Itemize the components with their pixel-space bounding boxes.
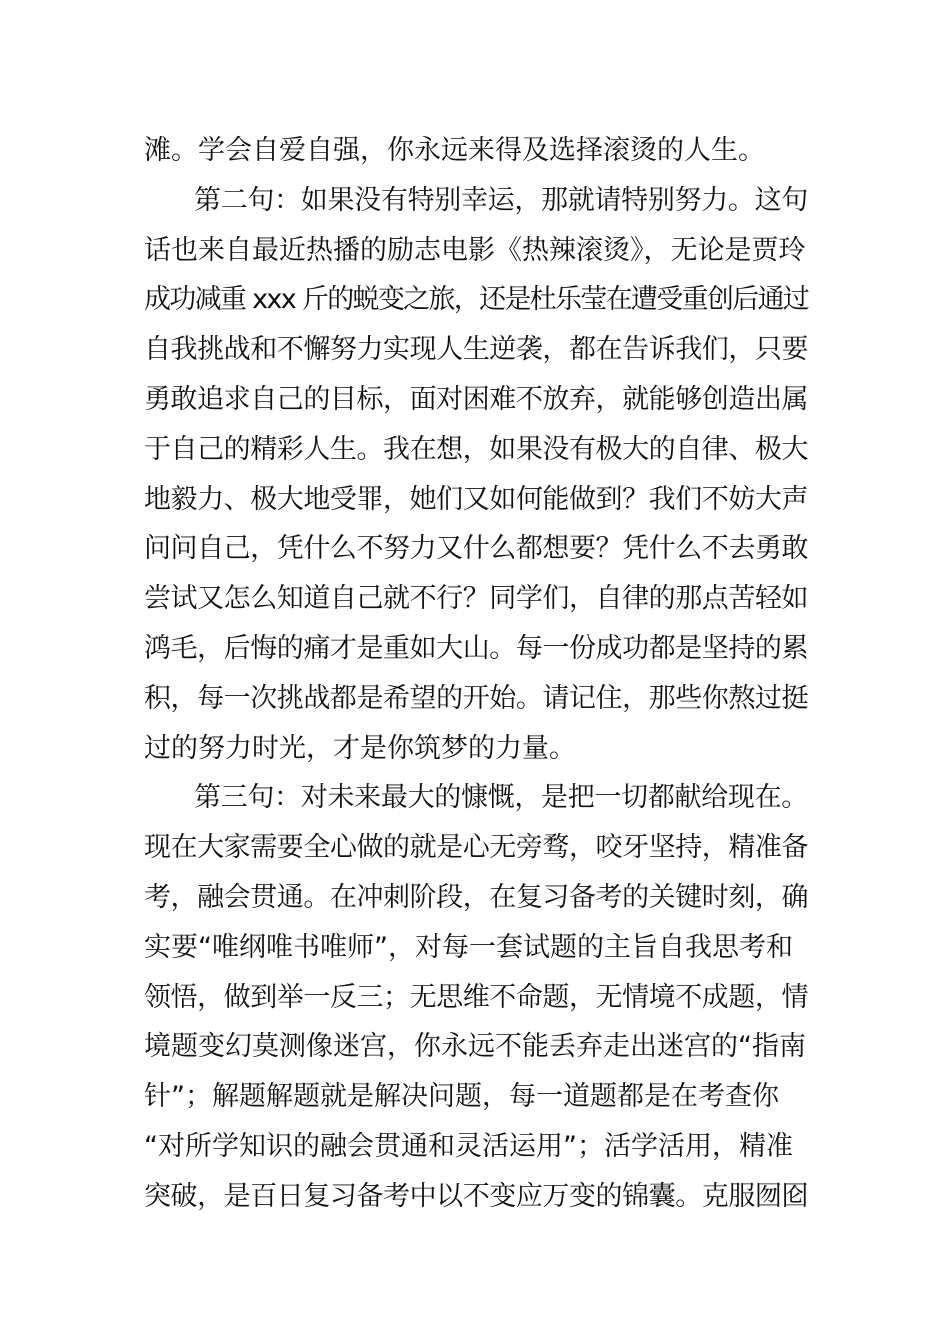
document-body [144, 126, 808, 1222]
text-line: “对所学知识的融会贯通和灵活运用”；活学活用，精准 [144, 1130, 793, 1162]
text-line: 于自己的精彩人生。我在想，如果没有极大的自律、极大 [144, 433, 808, 465]
text-line: 过的努力时光，才是你筑梦的力量。 [144, 732, 576, 764]
text-line: 鸿毛，后悔的痛才是重如大山。每一份成功都是坚持的累 [144, 632, 808, 664]
text-line: 境题变幻莫测像迷宫，你永远不能丢弃走出迷宫的“指南 [144, 1031, 806, 1063]
text-line: 成功减重 xxx 斤的蜕变之旅，还是杜乐莹在遭受重创后通过 [144, 284, 809, 316]
text-line: 突破，是百日复习备考中以不变应万变的锦囊。克服囫囵 [144, 1180, 808, 1212]
text-line: 现在大家需要全心做的就是心无旁骛，咬牙坚持，精准备 [144, 832, 808, 864]
paragraph-first-line: 第二句：如果没有特别幸运，那就请特别努力。这句 [194, 184, 808, 216]
text-line: 滩。学会自爱自强，你永远来得及选择滚烫的人生。 [144, 135, 765, 166]
paragraph-first-line: 第三句：对未来最大的慷慨，是把一切都献给现在。 [194, 782, 808, 814]
text-line: 自我挑战和不懈努力实现人生逆袭，都在告诉我们，只要 [144, 334, 808, 366]
text-line: 针”；解题解题就是解决问题，每一道题都是在考查你 [144, 1081, 779, 1113]
text-line: 领悟，做到举一反三；无思维不命题，无情境不成题，情 [144, 981, 808, 1013]
text-line: 考，融会贯通。在冲刺阶段，在复习备考的关键时刻，确 [144, 881, 808, 913]
text-line: 实要“唯纲唯书唯师”，对每一套试题的主旨自我思考和 [144, 931, 793, 963]
text-line: 积，每一次挑战都是希望的开始。请记住，那些你熬过挺 [144, 682, 808, 714]
text-line: 勇敢追求自己的目标，面对困难不放弃，就能够创造出属 [144, 383, 808, 415]
text-line: 尝试又怎么知道自己就不行？同学们，自律的那点苦轻如 [144, 583, 808, 615]
text-line: 话也来自最近热播的励志电影《热辣滚烫》，无论是贾玲 [144, 234, 806, 266]
text-line: 问问自己，凭什么不努力又什么都想要？凭什么不去勇敢 [144, 533, 808, 565]
text-line: 地毅力、极大地受罪，她们又如何能做到？我们不妨大声 [144, 483, 808, 515]
